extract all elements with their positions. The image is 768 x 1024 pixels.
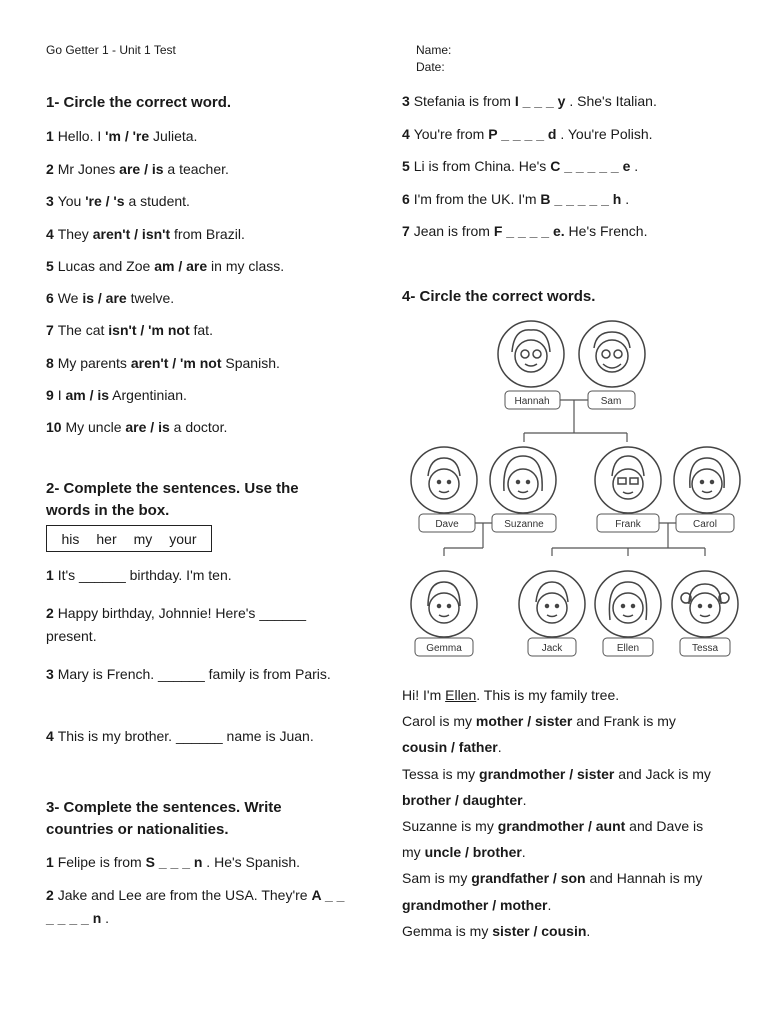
item-text: We [57,290,83,306]
item-text: Felipe is from [57,854,146,870]
section3-item [46,851,346,874]
jack-portrait [519,571,585,637]
section1-item [46,354,280,372]
section3-item [402,220,732,243]
story-text: . [521,844,526,861]
item-text: in my class. [207,258,285,274]
suzanne-portrait [490,447,556,513]
section1-item [46,225,245,243]
carol-portrait [674,447,740,513]
section2-item [46,663,346,686]
item-text: . [630,158,639,174]
item-text: Mary is French. ______ family is from Paris. [57,666,331,682]
item-number: 4 [46,226,58,242]
story-text: Suzanne is my [402,818,498,835]
item-text: My parents [57,355,131,371]
section1-item [46,192,190,210]
word-clue: C _ _ _ _ _ e [550,158,631,174]
answer-options: are / is [119,161,164,177]
item-number: 9 [46,387,58,403]
answer-options: am / are [154,258,208,274]
word-clue: F _ _ _ _ e. [493,223,565,239]
answer-options: 're / 's [85,193,125,209]
item-text: Hello. I [57,128,106,144]
item-text: . [101,910,110,926]
item-text: You're from [413,126,489,142]
section3-item [402,155,732,178]
word-box-item: her [96,530,117,547]
tree-name-frank: Frank [615,519,641,530]
item-text: My uncle [65,419,126,435]
word-clue: S _ _ _ n [145,854,203,870]
item-text: It's ______ birthday. I'm ten. [57,567,232,583]
item-text: Argentinian. [109,387,187,403]
item-number: 6 [402,191,414,207]
date-label: Date: [416,60,445,74]
answer-options: grandmother / mother [402,896,548,913]
dave-portrait [411,447,477,513]
item-text: Happy birthday, Johnnie! Here's ______ present. [46,605,307,644]
item-number: 1 [46,854,58,870]
tessa-portrait [672,571,738,637]
story-text: Carol is my [402,713,476,730]
story-text: and Jack is my [614,765,711,782]
intro-name: Ellen [445,687,477,703]
story-text: and Frank is my [572,713,676,730]
section2-title: 2- Complete the sentences. Use the words in the box. [46,480,299,519]
ellen-portrait [595,571,661,637]
item-text: Stefania is from [413,93,515,109]
family-tree [400,316,745,662]
word-box-item: my [133,530,153,547]
section2-item [46,602,346,648]
answer-options: am / is [65,387,110,403]
item-text: Mr Jones [57,161,120,177]
word-box-item: his [61,530,80,547]
tree-name-gemma: Gemma [426,643,462,654]
tree-name-sam: Sam [600,396,622,407]
story-sentence [402,761,722,813]
answer-options: grandmother / aunt [497,818,626,835]
story-sentence [402,918,722,944]
item-text: Li is from China. He's [413,158,551,174]
item-text: The cat [57,322,109,338]
tree-name-tessa: Tessa [691,643,719,654]
story-text: . [547,896,552,913]
section1-item [46,321,213,339]
section2-item [46,564,346,587]
answer-options: isn't / 'm not [108,322,190,338]
story-sentence [402,708,722,760]
item-text: fat. [189,322,213,338]
gemma-portrait [411,571,477,637]
item-text: Spanish. [221,355,280,371]
item-text: Lucas and Zoe [57,258,155,274]
name-label: Name: [416,43,452,57]
word-clue: B _ _ _ _ _ h [540,191,622,207]
item-number: 7 [402,223,414,239]
item-text: a doctor. [169,419,228,435]
section1-item [46,127,197,145]
word-box-item: your [169,530,197,547]
story-text: . [586,922,591,939]
item-text: Jean is from [413,223,494,239]
tree-name-jack: Jack [541,643,563,654]
item-number: 3 [402,93,414,109]
story-sentence [402,865,722,917]
item-text: twelve. [126,290,175,306]
story-intro: Hi! I'm Ellen. This is my family tree. [402,687,620,703]
answer-options: mother / sister [475,713,573,730]
story-text: and Hannah is my [585,870,703,887]
item-text: They [57,226,93,242]
answer-options: uncle / brother [424,844,522,861]
section1-title: 1- Circle the correct word. [46,94,232,111]
section1-item [46,418,227,436]
story-text: . [522,791,527,808]
item-number: 4 [46,728,58,744]
item-text: I [57,387,66,403]
section3-item [46,884,346,930]
story-text: Gemma is my [402,922,493,939]
item-text: from Brazil. [170,226,245,242]
sam-portrait [579,321,645,387]
answer-options: grandmother / sister [479,765,615,782]
answer-options: cousin / father [402,739,498,756]
story-text: and Dave is my [402,818,704,861]
answer-options: brother / daughter [402,791,523,808]
section3-item [402,123,732,146]
item-text: I'm from the UK. I'm [413,191,541,207]
answer-options: 'm / 're [105,128,150,144]
section1-item [46,257,284,275]
story-text: Sam is my [402,870,472,887]
word-clue: P _ _ _ _ d [488,126,557,142]
story-text: . [497,739,502,756]
word-clue: I _ _ _ y [514,93,566,109]
section1-item [46,160,229,178]
test-title: Go Getter 1 - Unit 1 Test [46,43,176,57]
item-text: a teacher. [163,161,229,177]
answer-options: aren't / isn't [92,226,171,242]
item-number: 4 [402,126,414,142]
hannah-portrait [498,321,564,387]
section3-item [402,188,732,211]
item-text: a student. [124,193,190,209]
story-text: Tessa is my [402,765,480,782]
item-text: . [621,191,630,207]
item-text: Julieta. [149,128,198,144]
item-text: . He's Spanish. [202,854,301,870]
section4-title: 4- Circle the correct words. [402,288,596,305]
item-number: 10 [46,419,66,435]
item-text: He's French. [564,223,648,239]
word-box [46,525,212,552]
answer-options: sister / cousin [492,922,587,939]
section3-title: 3- Complete the sentences. Write countries or nationalities. [46,799,282,838]
word-clue: A _ _ _ _ _ _ n [46,887,345,926]
tree-name-hannah: Hannah [514,396,550,407]
answer-options: grandfather / son [471,870,586,887]
item-text: This is my brother. ______ name is Juan. [57,728,314,744]
section3-item [402,90,732,113]
answer-options: aren't / 'm not [130,355,222,371]
item-number: 3 [46,666,58,682]
tree-name-dave: Dave [435,519,459,530]
answer-options: is / are [82,290,127,306]
item-text: . You're Polish. [556,126,653,142]
tree-name-suzanne: Suzanne [504,519,544,530]
story-sentence [402,813,722,865]
answer-options: are / is [125,419,170,435]
item-number: 1 [46,128,58,144]
tree-name-ellen: Ellen [616,643,640,654]
item-number: 8 [46,355,58,371]
tree-name-carol: Carol [693,519,717,530]
item-number: 2 [46,161,58,177]
item-text: Jake and Lee are from the USA. They're [57,887,312,903]
section1-item [46,386,187,404]
item-number: 2 [46,605,58,621]
item-number: 5 [402,158,414,174]
item-number: 2 [46,887,58,903]
item-number: 7 [46,322,58,338]
item-number: 5 [46,258,58,274]
item-number: 6 [46,290,58,306]
item-number: 1 [46,567,58,583]
item-number: 3 [46,193,58,209]
section2-item [46,725,346,748]
section1-item [46,289,174,307]
frank-portrait [595,447,661,513]
family-story [402,682,722,944]
item-text: . She's Italian. [565,93,657,109]
item-text: You [57,193,86,209]
